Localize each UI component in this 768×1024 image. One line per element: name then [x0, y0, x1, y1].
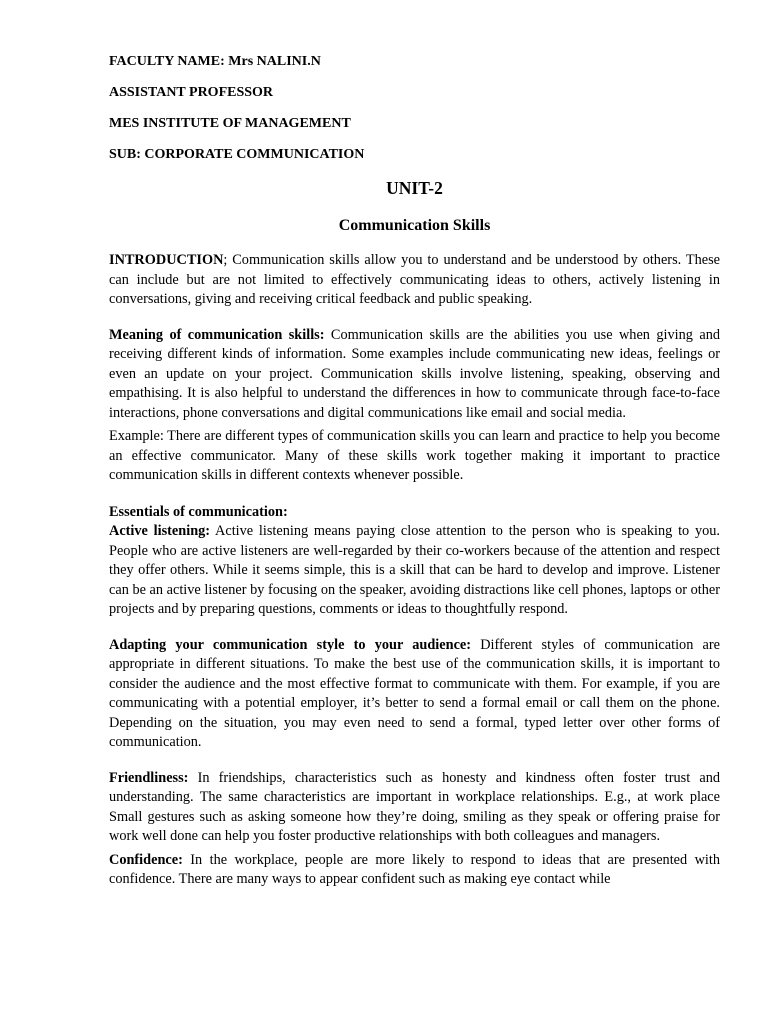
subject-name: SUB: CORPORATE COMMUNICATION	[109, 147, 365, 162]
friendliness-label: Friendliness:	[109, 769, 189, 786]
institute-name: MES INSTITUTE OF MANAGEMENT	[109, 116, 351, 131]
friendliness-paragraph	[109, 769, 720, 847]
friendliness-text: In friendships, characteristics such as honesty and kindness often foster trust and understanding. The same characteristics are important in workplace relationships. E.g., at work place Small gestures such as asking someone how they’re doing, smiling as they speak or offering praise for work well done can help you foster productive relationships with both colleagues and managers.	[109, 769, 720, 844]
confidence-text: In the workplace, people are more likely to respond to ideas that are presented with confidence. There are many ways to appear confident such as making eye contact while	[109, 851, 720, 887]
active-listening-text: Active listening means paying close attention to the person who is speaking to you. People who are active listeners are well-regarded by their co-workers because of the attention and respect they offer others. While it seems simple, this is a skill that can be hard to develop and improve. Listener can be an active listener by focusing on the speaker, avoiding distractions like cell phones, laptops or other projects and by preparing questions, comments or ideas to thoughtfully respond.	[109, 523, 720, 617]
adapting-text: Different styles of communication are appropriate in different situations. To make the best use of the communication skills, it is important to consider the audience and the most effective format to communicate with them. For example, if you are communicating with a potential employer, it’s better to send a formal email or call them on the phone. Depending on the situation, you may even need to send a formal, typed letter over other forms of communication.	[109, 636, 720, 750]
example-paragraph: Example: There are different types of communication skills you can learn and practice to help you become an effective communicator. Many of these skills work together making it important to practice communication skills in different contexts whenever possible.	[109, 428, 720, 483]
meaning-text: Communication skills are the abilities you use when giving and receiving different kinds of information. Some examples include communicating new ideas, feelings or even an update on your project. Communication skills involve listening, speaking, observing and empathising. It is also helpful to understand the differences in how to communicate through face-to-face interactions, phone conversations and digital communications like email and social media.	[109, 326, 720, 421]
confidence-paragraph	[109, 851, 720, 890]
adapting-paragraph	[109, 636, 720, 753]
faculty-name: FACULTY NAME: Mrs NALINI.N	[109, 54, 321, 69]
introduction-label: INTRODUCTION	[109, 252, 224, 268]
confidence-label: Confidence:	[109, 851, 183, 868]
document-title: Communication Skills	[338, 217, 491, 234]
meaning-paragraph	[109, 326, 720, 424]
meaning-label: Meaning of communication skills:	[109, 326, 325, 343]
unit-title: UNIT-2	[386, 178, 443, 198]
designation: ASSISTANT PROFESSOR	[109, 85, 274, 100]
essentials-heading: Essentials of communication:	[109, 503, 288, 520]
active-listening-paragraph	[109, 522, 720, 620]
introduction-paragraph	[109, 251, 720, 310]
document-page	[109, 52, 720, 890]
adapting-label: Adapting your communication style to your audience:	[109, 636, 472, 653]
introduction-text: ; Communication skills allow you to understand and be understood by others. These can include but are not limited to effectively communicating ideas to others, actively listening in conversations, giving and receiving critical feedback and public speaking.	[109, 252, 720, 307]
active-listening-label: Active listening:	[109, 523, 211, 539]
